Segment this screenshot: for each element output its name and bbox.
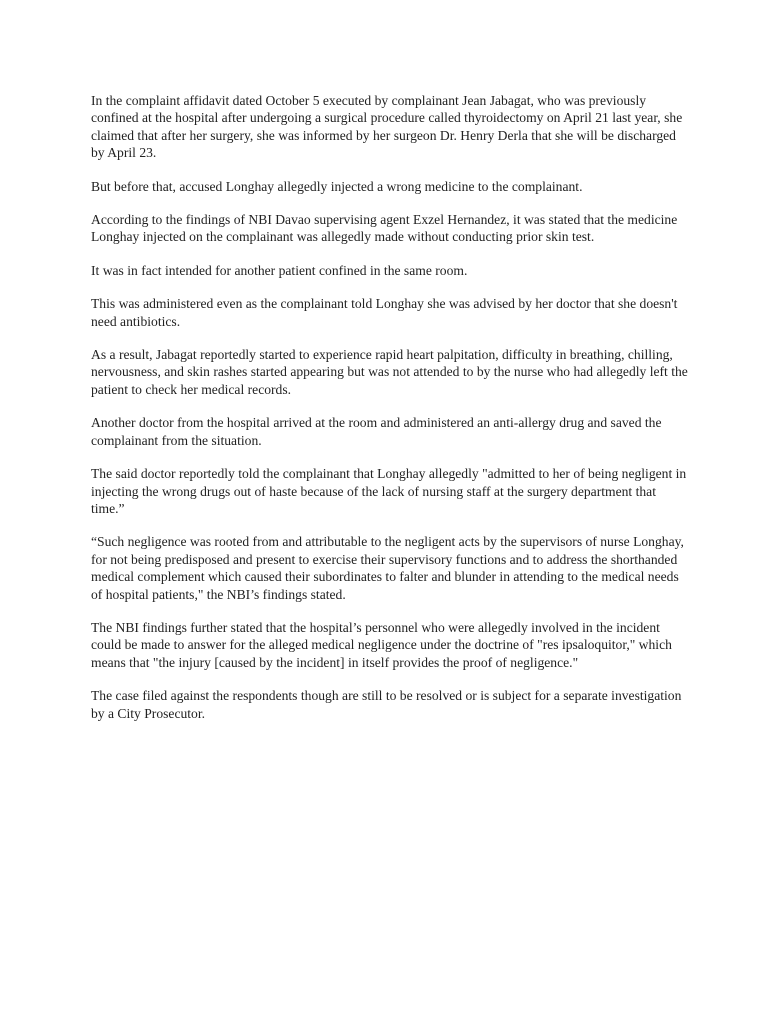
paragraph-7: Another doctor from the hospital arrived at the room and administered an anti-allergy drug and saved the complainant from the situation. (91, 415, 662, 448)
paragraph-1: In the complaint affidavit dated October 5 executed by complainant Jean Jabagat, who was previously confined at the hospital after undergoing a surgical procedure called thyroidectomy on April 21 last year, she claimed that after her surgery, she was informed by her surgeon Dr. Henry Derla that she will be discharged by April 23. (91, 93, 683, 161)
paragraph-4: It was in fact intended for another patient confined in the same room. (91, 262, 468, 278)
paragraph-10: The NBI findings further stated that the hospital’s personnel who were allegedly involved in the incident could be made to answer for the alleged medical negligence under the doctrine of "res ipsaloquitor," which means that "the injury [caused by the incident] in itself provides the proof of negligence." (91, 619, 672, 670)
paragraph-11: The case filed against the respondents though are still to be resolved or is subject for a separate investigation by a City Prosecutor. (91, 688, 682, 721)
article-body (91, 92, 691, 738)
paragraph-9: “Such negligence was rooted from and attributable to the negligent acts by the supervisors of nurse Longhay, for not being predisposed and present to exercise their supervisory functions and to address the shorthanded medical complement which caused their subordinates to falter and blunder in attending to the medical needs of hospital patients," the NBI’s findings stated. (91, 534, 684, 602)
paragraph-2: But before that, accused Longhay allegedly injected a wrong medicine to the complainant. (91, 178, 583, 194)
paragraph-3: According to the findings of NBI Davao supervising agent Exzel Hernandez, it was stated that the medicine Longhay injected on the complainant was allegedly made without conducting prior skin test. (91, 212, 678, 245)
paragraph-5: This was administered even as the complainant told Longhay she was advised by her doctor that she doesn't need antibiotics. (91, 296, 678, 329)
paragraph-6: As a result, Jabagat reportedly started to experience rapid heart palpitation, difficulty in breathing, chilling, nervousness, and skin rashes started appearing but was not attended to by the nurse who had allegedly left the patient to check her medical records. (91, 347, 688, 397)
paragraph-8: The said doctor reportedly told the complainant that Longhay allegedly "admitted to her of being negligent in injecting the wrong drugs out of haste because of the lack of nursing staff at the surgery department that time.” (91, 466, 687, 516)
